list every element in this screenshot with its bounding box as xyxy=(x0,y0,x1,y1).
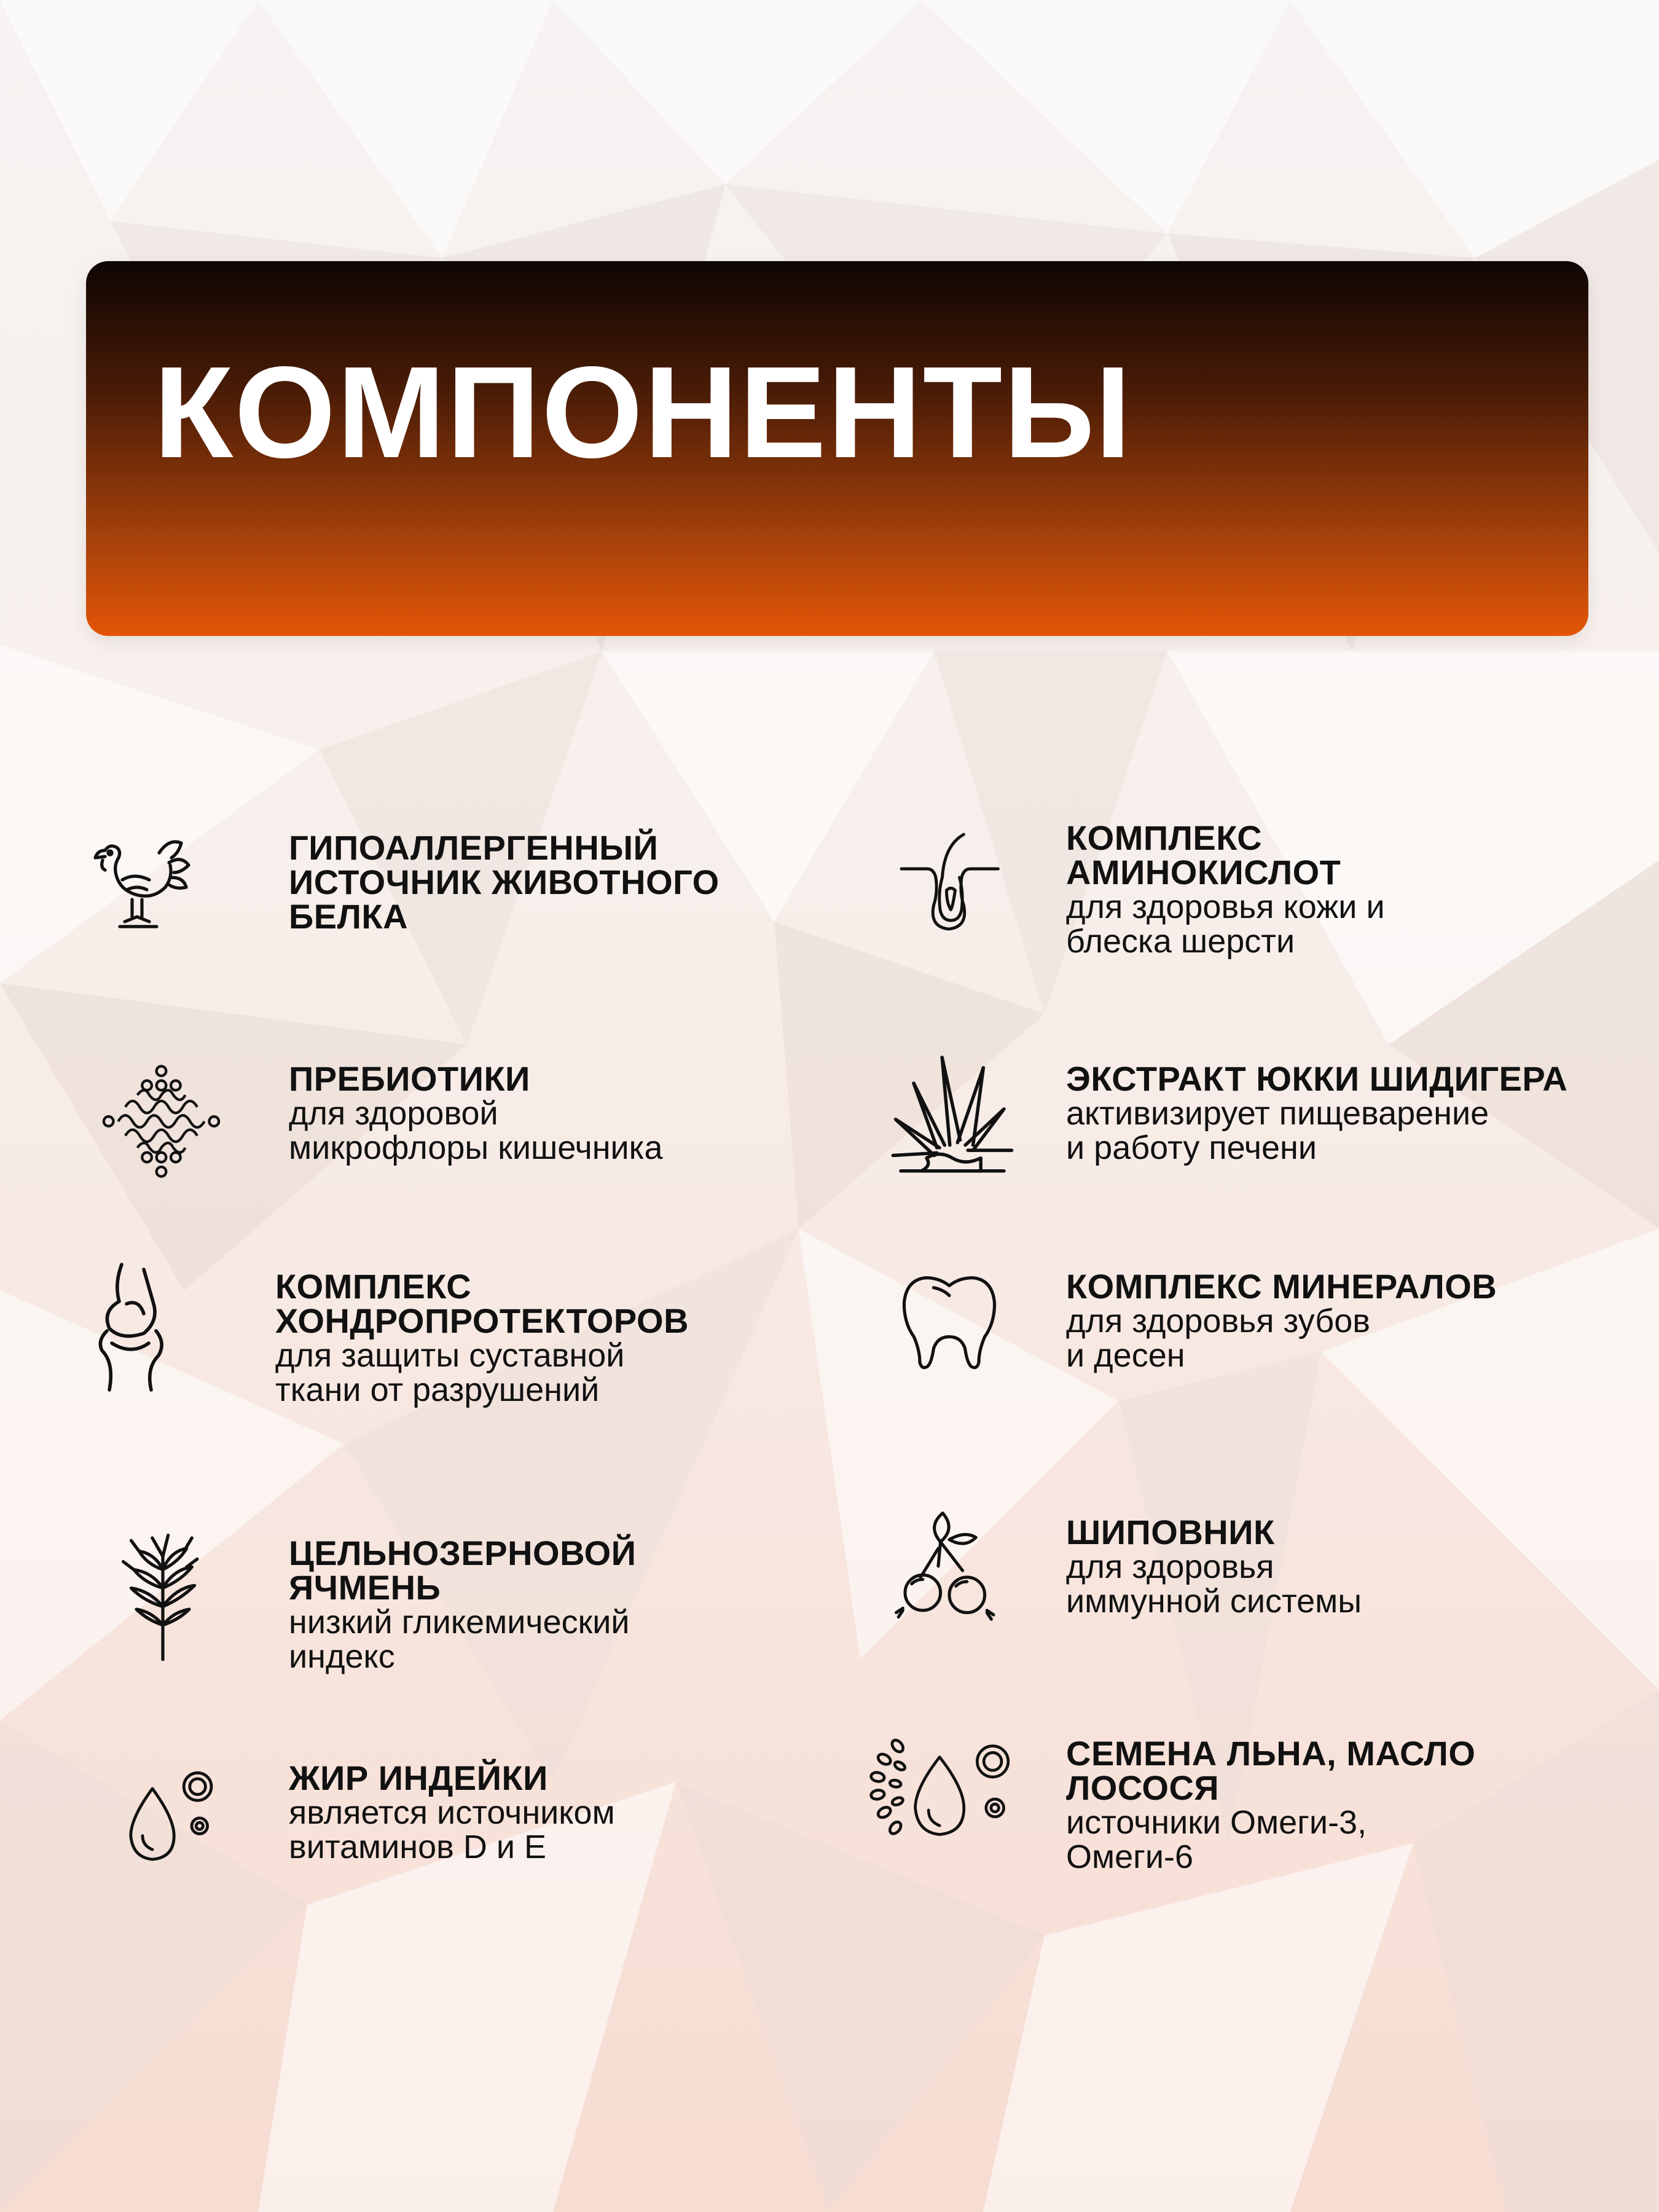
tooth-icon xyxy=(900,1269,998,1373)
item-description: для здоровья кожи и блеска шерсти xyxy=(1066,888,1385,960)
item-description: для защиты суставной ткани от разрушений xyxy=(275,1337,625,1408)
item-title: СЕМЕНА ЛЬНА, МАСЛО ЛОСОСЯ xyxy=(1066,1734,1476,1807)
item-description: активизирует пищеварение и работу печени xyxy=(1066,1095,1489,1166)
item-title: КОМПЛЕКС МИНЕРАЛОВ xyxy=(1066,1267,1497,1306)
oil-drop-icon xyxy=(123,1763,221,1865)
item-title: ЖИР ИНДЕЙКИ xyxy=(289,1759,548,1797)
header-banner xyxy=(86,261,1588,636)
item-title: ЭКСТРАКТ ЮККИ ШИДИГЕРА xyxy=(1066,1059,1568,1098)
page-title: КОМПОНЕНТЫ xyxy=(154,339,1132,485)
hair-follicle-icon xyxy=(897,820,1005,943)
item-description: для здоровой микрофлоры кишечника xyxy=(289,1095,663,1166)
flax-seeds-icon xyxy=(866,1733,1026,1843)
item-title: ШИПОВНИК xyxy=(1066,1513,1275,1551)
barley-icon xyxy=(108,1530,218,1662)
item-description: является источником витаминов D и E xyxy=(289,1794,615,1865)
rosehip-icon xyxy=(894,1508,1005,1628)
item-title: ГИПОАЛЛЕРГЕННЫЙ ИСТОЧНИК ЖИВОТНОГО БЕЛКА xyxy=(289,828,720,936)
item-title: ЦЕЛЬНОЗЕРНОВОЙ ЯЧМЕНЬ xyxy=(289,1534,637,1607)
item-description: для здоровья зубов и десен xyxy=(1066,1303,1370,1374)
item-description: источники Омеги-3, Омеги-6 xyxy=(1066,1804,1367,1875)
item-title: ПРЕБИОТИКИ xyxy=(289,1059,530,1098)
prebiotics-icon xyxy=(101,1060,221,1183)
item-title: КОМПЛЕКС ХОНДРОПРОТЕКТОРОВ xyxy=(275,1267,689,1340)
turkey-icon xyxy=(83,823,206,946)
item-description: для здоровья иммунной системы xyxy=(1066,1548,1362,1620)
item-title: КОМПЛЕКС АМИНОКИСЛОТ xyxy=(1066,818,1341,892)
joint-icon xyxy=(92,1260,166,1395)
item-description: низкий гликемический индекс xyxy=(289,1604,630,1675)
yucca-icon xyxy=(888,1051,1017,1183)
